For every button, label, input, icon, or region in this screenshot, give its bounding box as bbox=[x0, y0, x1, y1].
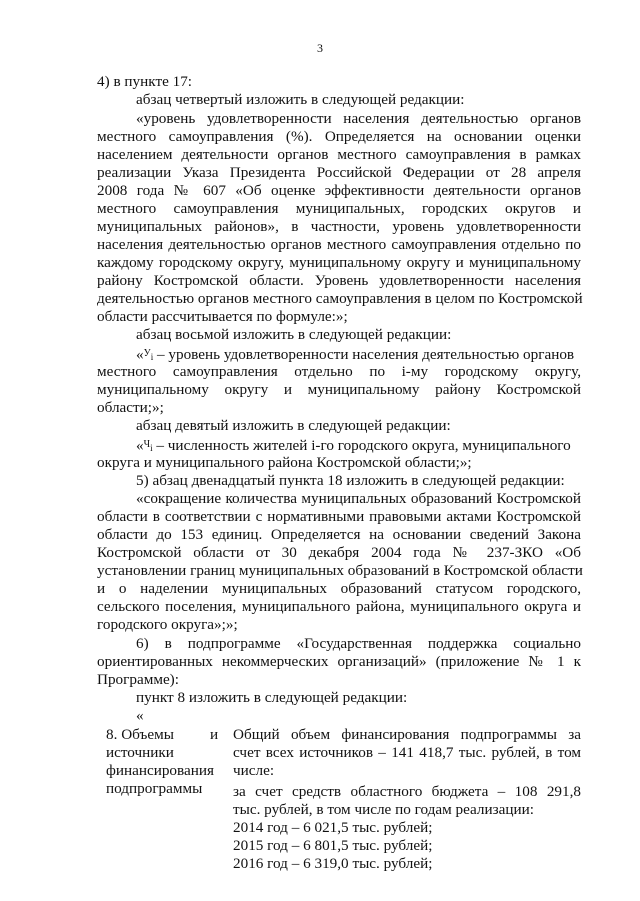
paragraph-line: абзац девятый изложить в следующей редакции: bbox=[136, 417, 451, 434]
paragraph-line: местного самоуправления муниципальных, городских округов и bbox=[97, 200, 581, 217]
paragraph-line: области в соответствии с нормативными правовыми актами Костромской bbox=[97, 508, 581, 525]
table-right-cell: счет всех источников – 141 418,7 тыс. рублей, в том bbox=[233, 744, 581, 761]
formula-subscript-i: i bbox=[150, 352, 154, 362]
paragraph-line: и о наделении муниципальных образований статусом городского, bbox=[97, 580, 581, 597]
paragraph-line: установлении границ муниципальных образований в Костромской области bbox=[97, 562, 583, 579]
table-right-cell: 2014 год – 6 021,5 тыс. рублей; bbox=[233, 819, 433, 836]
page-number: 3 bbox=[317, 41, 323, 55]
paragraph-line: ориентированных некоммерческих организаций» (приложение № 1 к bbox=[97, 653, 581, 670]
formula-symbol-ch: Ч bbox=[143, 439, 151, 450]
paragraph-line: 4) в пункте 17: bbox=[97, 73, 193, 90]
paragraph-line: 2008 года № 607 «Об оценке эффективности деятельности органов bbox=[97, 182, 581, 199]
paragraph-line: абзац четвертый изложить в следующей редакции: bbox=[136, 91, 465, 108]
table-left-cell: подпрограммы bbox=[106, 780, 203, 797]
paragraph-line: району Костромской области. Уровень удовлетворенности населения bbox=[97, 272, 581, 289]
table-right-cell: тыс. рублей, в том числе по годам реализации: bbox=[233, 801, 534, 818]
paragraph-line: Костромской области от 30 декабря 2004 года № 237-ЗКО «Об bbox=[97, 544, 581, 561]
paragraph-line: области;»; bbox=[97, 399, 164, 416]
paragraph-line: сельского поселения, муниципального района, муниципального округа и bbox=[97, 598, 581, 615]
table-left-cell: источники bbox=[106, 744, 174, 761]
table-left-cell: и bbox=[210, 726, 219, 743]
formula-symbol-y: У bbox=[143, 348, 151, 359]
paragraph-line: муниципальному округу и муниципальному району Костромской bbox=[97, 381, 581, 398]
formula-definition-ch: – численность жителей i-го городского округа, муниципального bbox=[156, 437, 571, 454]
paragraph-line: «сокращение количества муниципальных образований Костромской bbox=[136, 490, 581, 507]
formula-subscript-i: i bbox=[150, 443, 153, 453]
table-right-cell: 2016 год – 6 319,0 тыс. рублей; bbox=[233, 855, 433, 872]
table-left-cell: 8. Объемы bbox=[106, 726, 174, 743]
paragraph-line: муниципальных районов», в частности, уровень удовлетворенности bbox=[97, 218, 581, 235]
paragraph-line: «уровень удовлетворенности населения деятельностью органов bbox=[136, 110, 581, 127]
paragraph-line: 6) в подпрограмме «Государственная поддержка социально bbox=[136, 635, 581, 652]
paragraph-line: абзац восьмой изложить в следующей редакции: bbox=[136, 326, 452, 343]
paragraph-line: пункт 8 изложить в следующей редакции: bbox=[136, 689, 408, 706]
paragraph-line: каждому городскому округу, муниципальному округу и муниципальному bbox=[97, 254, 581, 271]
paragraph-line: 5) абзац двенадцатый пункта 18 изложить в следующей редакции: bbox=[136, 472, 565, 489]
table-left-cell: финансирования bbox=[106, 762, 214, 779]
open-quote: « bbox=[136, 437, 144, 454]
paragraph-line: реализации Указа Президента Российской Федерации от 28 апреля bbox=[97, 164, 581, 181]
paragraph-line: области до 153 единиц. Определяется на основании сведений Закона bbox=[97, 526, 581, 543]
table-right-cell: числе: bbox=[233, 762, 275, 779]
paragraph-line: населения деятельностью органов местного самоуправления отдельно по bbox=[97, 236, 581, 253]
paragraph-line: округа и муниципального района Костромской области;»; bbox=[97, 454, 472, 471]
paragraph-line: городского округа»;»; bbox=[97, 616, 238, 633]
paragraph-line: населением деятельности органов местного самоуправления в рамках bbox=[97, 146, 581, 163]
paragraph-line: местного самоуправления отдельно по i-му городскому округу, bbox=[97, 363, 581, 380]
paragraph-line: Программе): bbox=[97, 671, 179, 688]
paragraph-line: деятельностью органов местного самоуправления в целом по Костромской bbox=[97, 290, 583, 307]
open-quote: « bbox=[136, 707, 144, 724]
table-right-cell: за счет средств областного бюджета – 108 291,8 bbox=[233, 783, 581, 800]
table-right-cell: 2015 год – 6 801,5 тыс. рублей; bbox=[233, 837, 433, 854]
formula-definition-y: – уровень удовлетворенности населения деятельностью органов bbox=[157, 346, 575, 363]
open-quote: « bbox=[136, 346, 144, 363]
table-right-cell: Общий объем финансирования подпрограммы за bbox=[233, 726, 581, 743]
paragraph-line: местного самоуправления (%). Определяется на основании оценки bbox=[97, 128, 581, 145]
paragraph-line: области рассчитывается по формуле:»; bbox=[97, 308, 348, 325]
